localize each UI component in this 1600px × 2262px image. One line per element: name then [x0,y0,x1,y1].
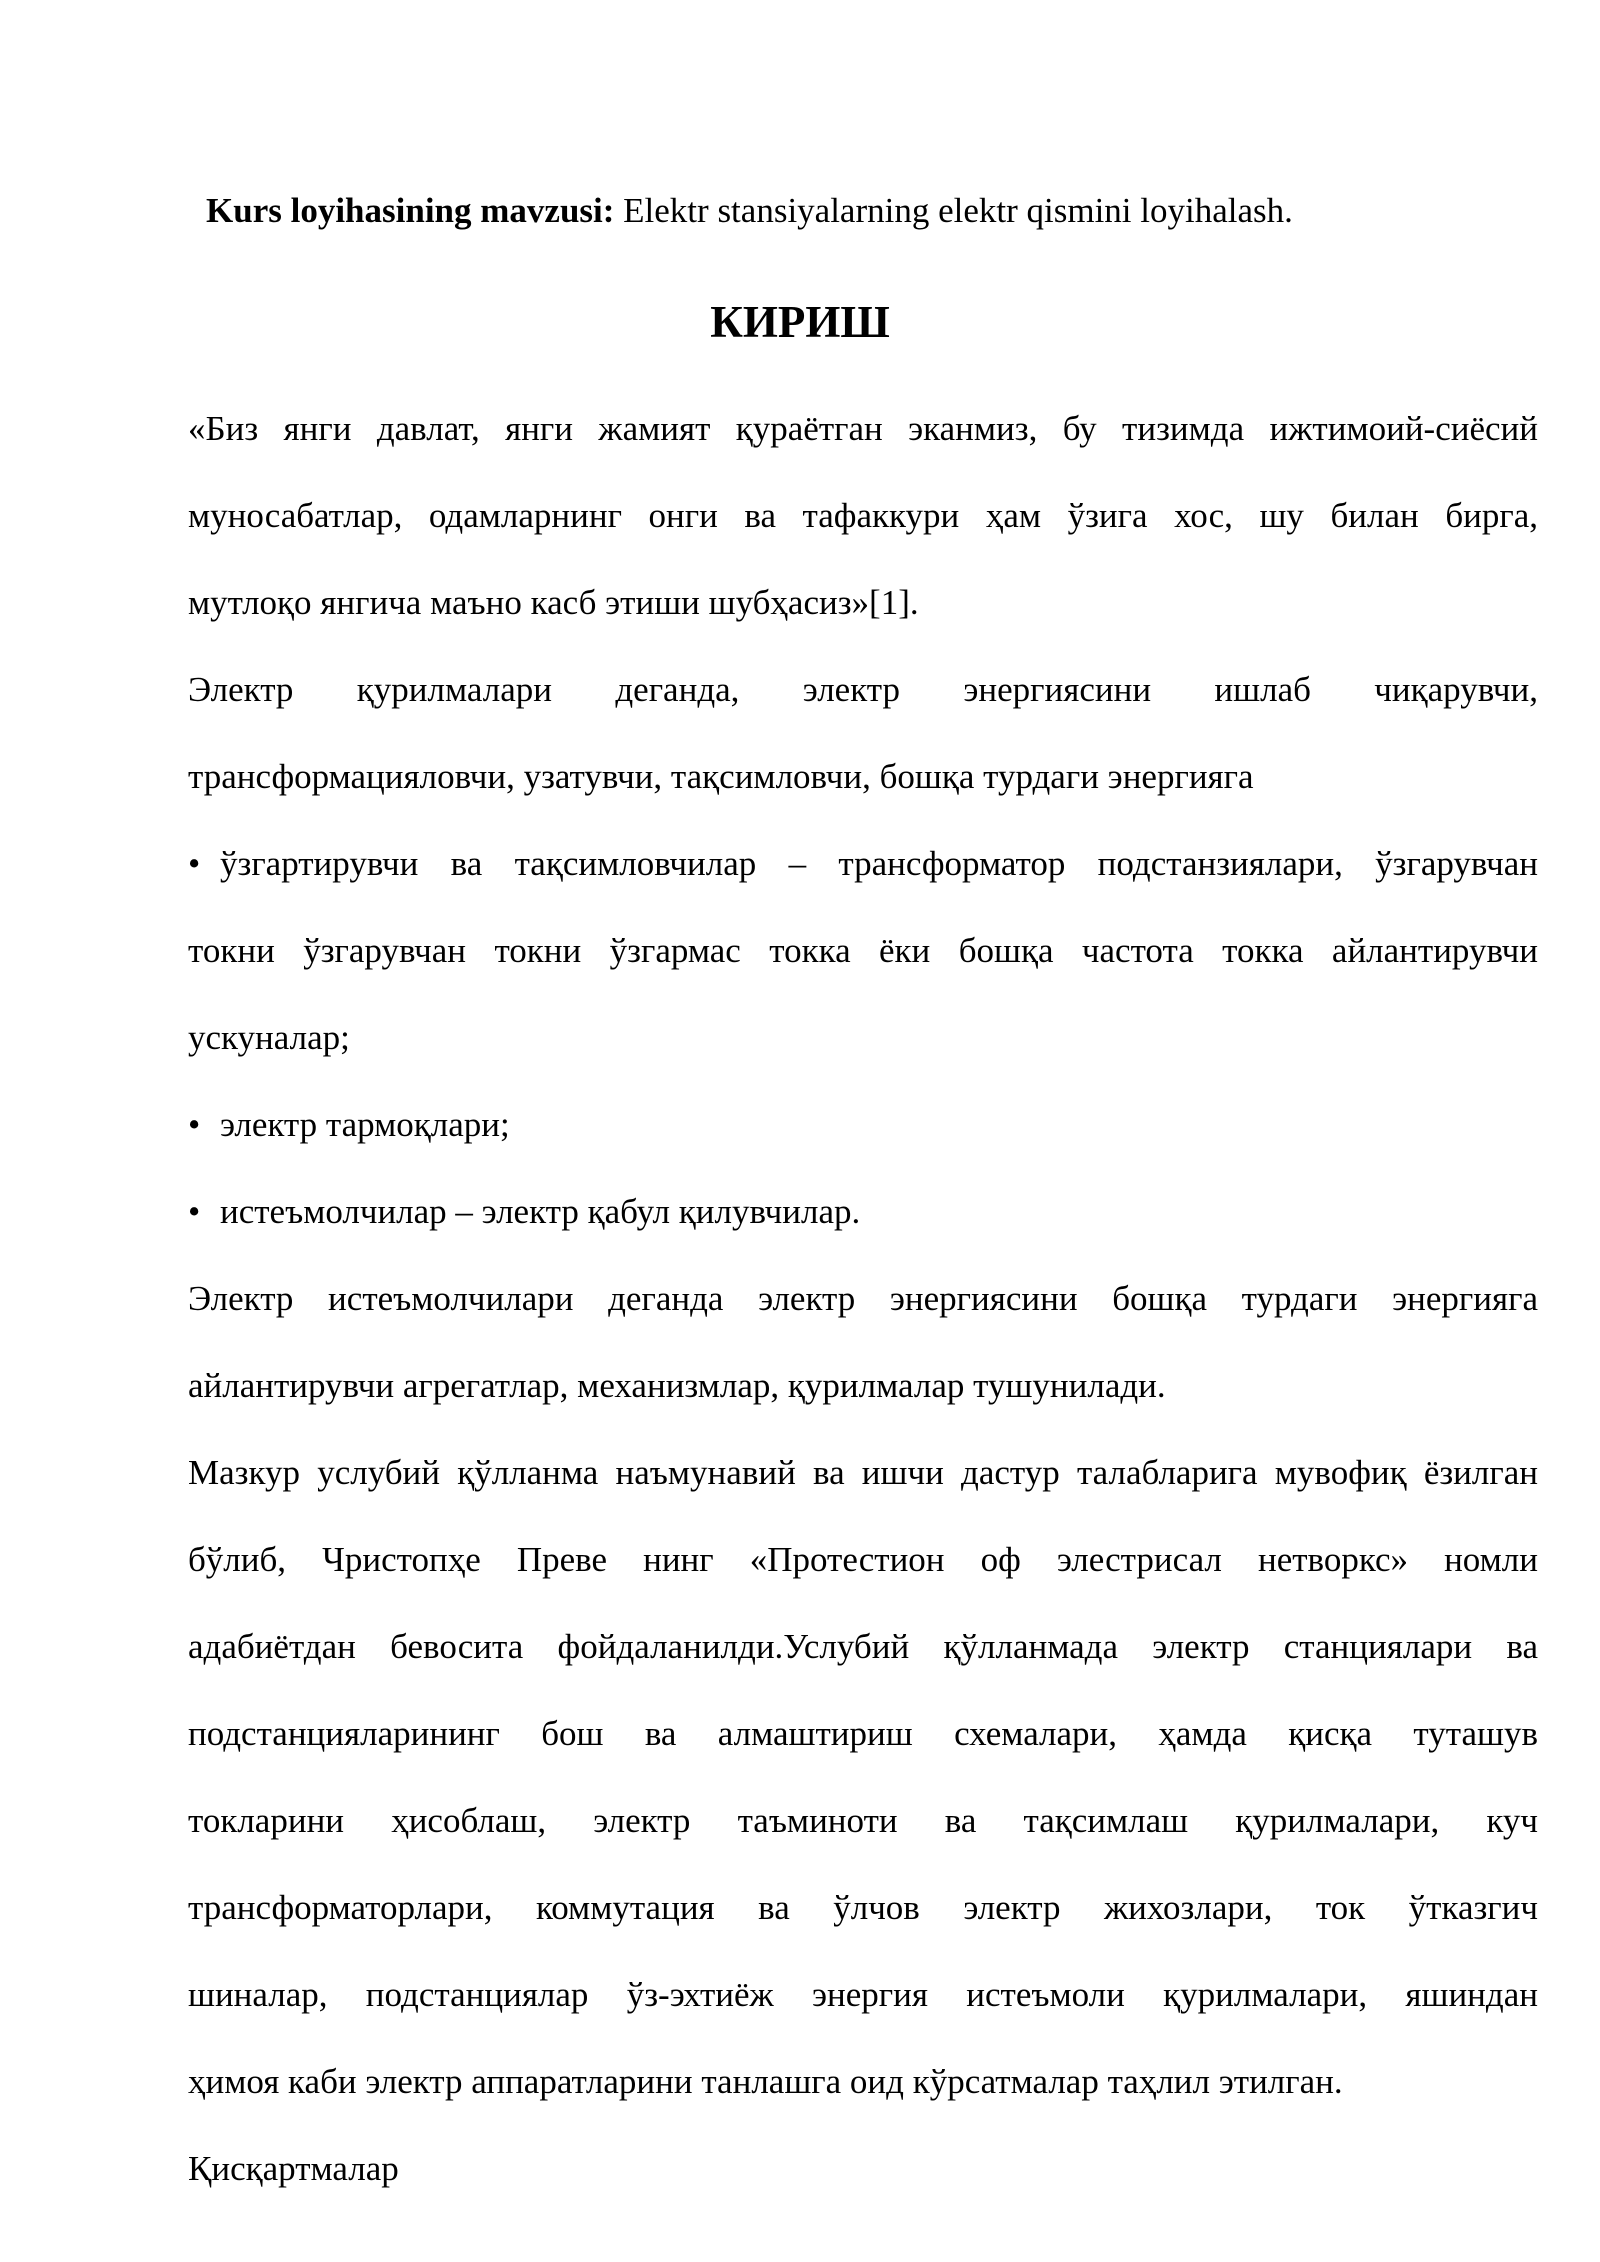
abbreviations-heading [188,2125,1538,2212]
paragraph-line: шиналар, подстанциялар ўз-эхтиёж энергия истеъмоли қурилмалари, яшиндан [188,1975,1538,2014]
bullet-marker: • [188,844,201,883]
course-topic-line [206,186,1293,236]
paragraph-line: Электр қурилмалари деганда, электр энергиясини ишлаб чиқарувчи, [188,670,1538,709]
paragraph-line [188,1168,1538,1255]
paragraph-line: адабиётдан бевосита фойдаланилди.Услубий қўлланмада электр станциялари ва [188,1627,1538,1666]
manual-paragraph [188,1429,1538,2125]
paragraph-line [188,820,1538,907]
paragraph-line: ҳимоя каби электр аппаратларини танлашга оид кўрсатмалар таҳлил этилган. [188,2062,1343,2101]
devices-paragraph [188,646,1538,820]
paragraph-line: айлантирувчи агрегатлар, механизмлар, қурилмалар тушунилади. [188,1366,1166,1405]
list-item [188,1081,1538,1168]
paragraph-line: Электр истеъмолчилари деганда электр энергиясини бошқа турдаги энергияга [188,1279,1538,1318]
consumers-paragraph [188,1255,1538,1429]
bullet-text: истеъмолчилар – электр қабул қилувчилар. [220,1192,861,1231]
paragraph-line: Қисқартмалар [188,2149,399,2188]
paragraph-line: «Биз янги давлат, янги жамият қураётган эканмиз, бу тизимда ижтимоий-сиёсий [188,409,1538,448]
document-body [188,385,1538,2212]
list-item [188,1168,1538,1255]
paragraph-line: мутлоқо янгича маъно касб этиши шубҳасиз»[1]. [188,583,919,622]
paragraph-line: токни ўзгарувчан токни ўзгармас токка ёки бошқа частота токка айлантирувчи [188,931,1538,970]
paragraph-line: муносабатлар, одамларнинг онги ва тафаккури ҳам ўзига хос, шу билан бирга, [188,496,1538,535]
bullet-marker: • [188,1192,201,1231]
bullet-text: ўзгартирувчи ва тақсимловчилар – трансформатор подстанзиялари, ўзгарувчан [220,844,1538,883]
paragraph-line: трансформаторлари, коммутация ва ўлчов электр жихозлари, ток ўтказгич [188,1888,1538,1927]
bullet-text: электр тармоқлари; [220,1105,510,1144]
paragraph-line: подстанцияларининг бош ва алмаштириш схемалари, ҳамда қисқа туташув [188,1714,1538,1753]
paragraph-line: трансформацияловчи, узатувчи, тақсимловчи, бошқа турдаги энергияга [188,757,1254,796]
paragraph-line: бўлиб, Чристопҳе Преве нинг «Протестион оф элестрисал нетворкс» номли [188,1540,1538,1579]
paragraph-line: ускуналар; [188,1018,350,1057]
quote-paragraph [188,385,1538,646]
paragraph-line: Мазкур услубий қўлланма наъмунавий ва ишчи дастур талабларига мувофиқ ёзилган [188,1453,1538,1492]
course-topic-text: Elektr stansiyalarning elektr qismini loyihalash. [614,191,1293,230]
course-topic-label: Kurs loyihasining mavzusi: [206,191,615,230]
section-heading: КИРИШ [710,297,890,347]
bullet-marker: • [188,1105,201,1144]
list-item [188,820,1538,1081]
paragraph-line [188,1081,1538,1168]
paragraph-line: токларини ҳисоблаш, электр таъминоти ва тақсимлаш қурилмалари, куч [188,1801,1538,1840]
